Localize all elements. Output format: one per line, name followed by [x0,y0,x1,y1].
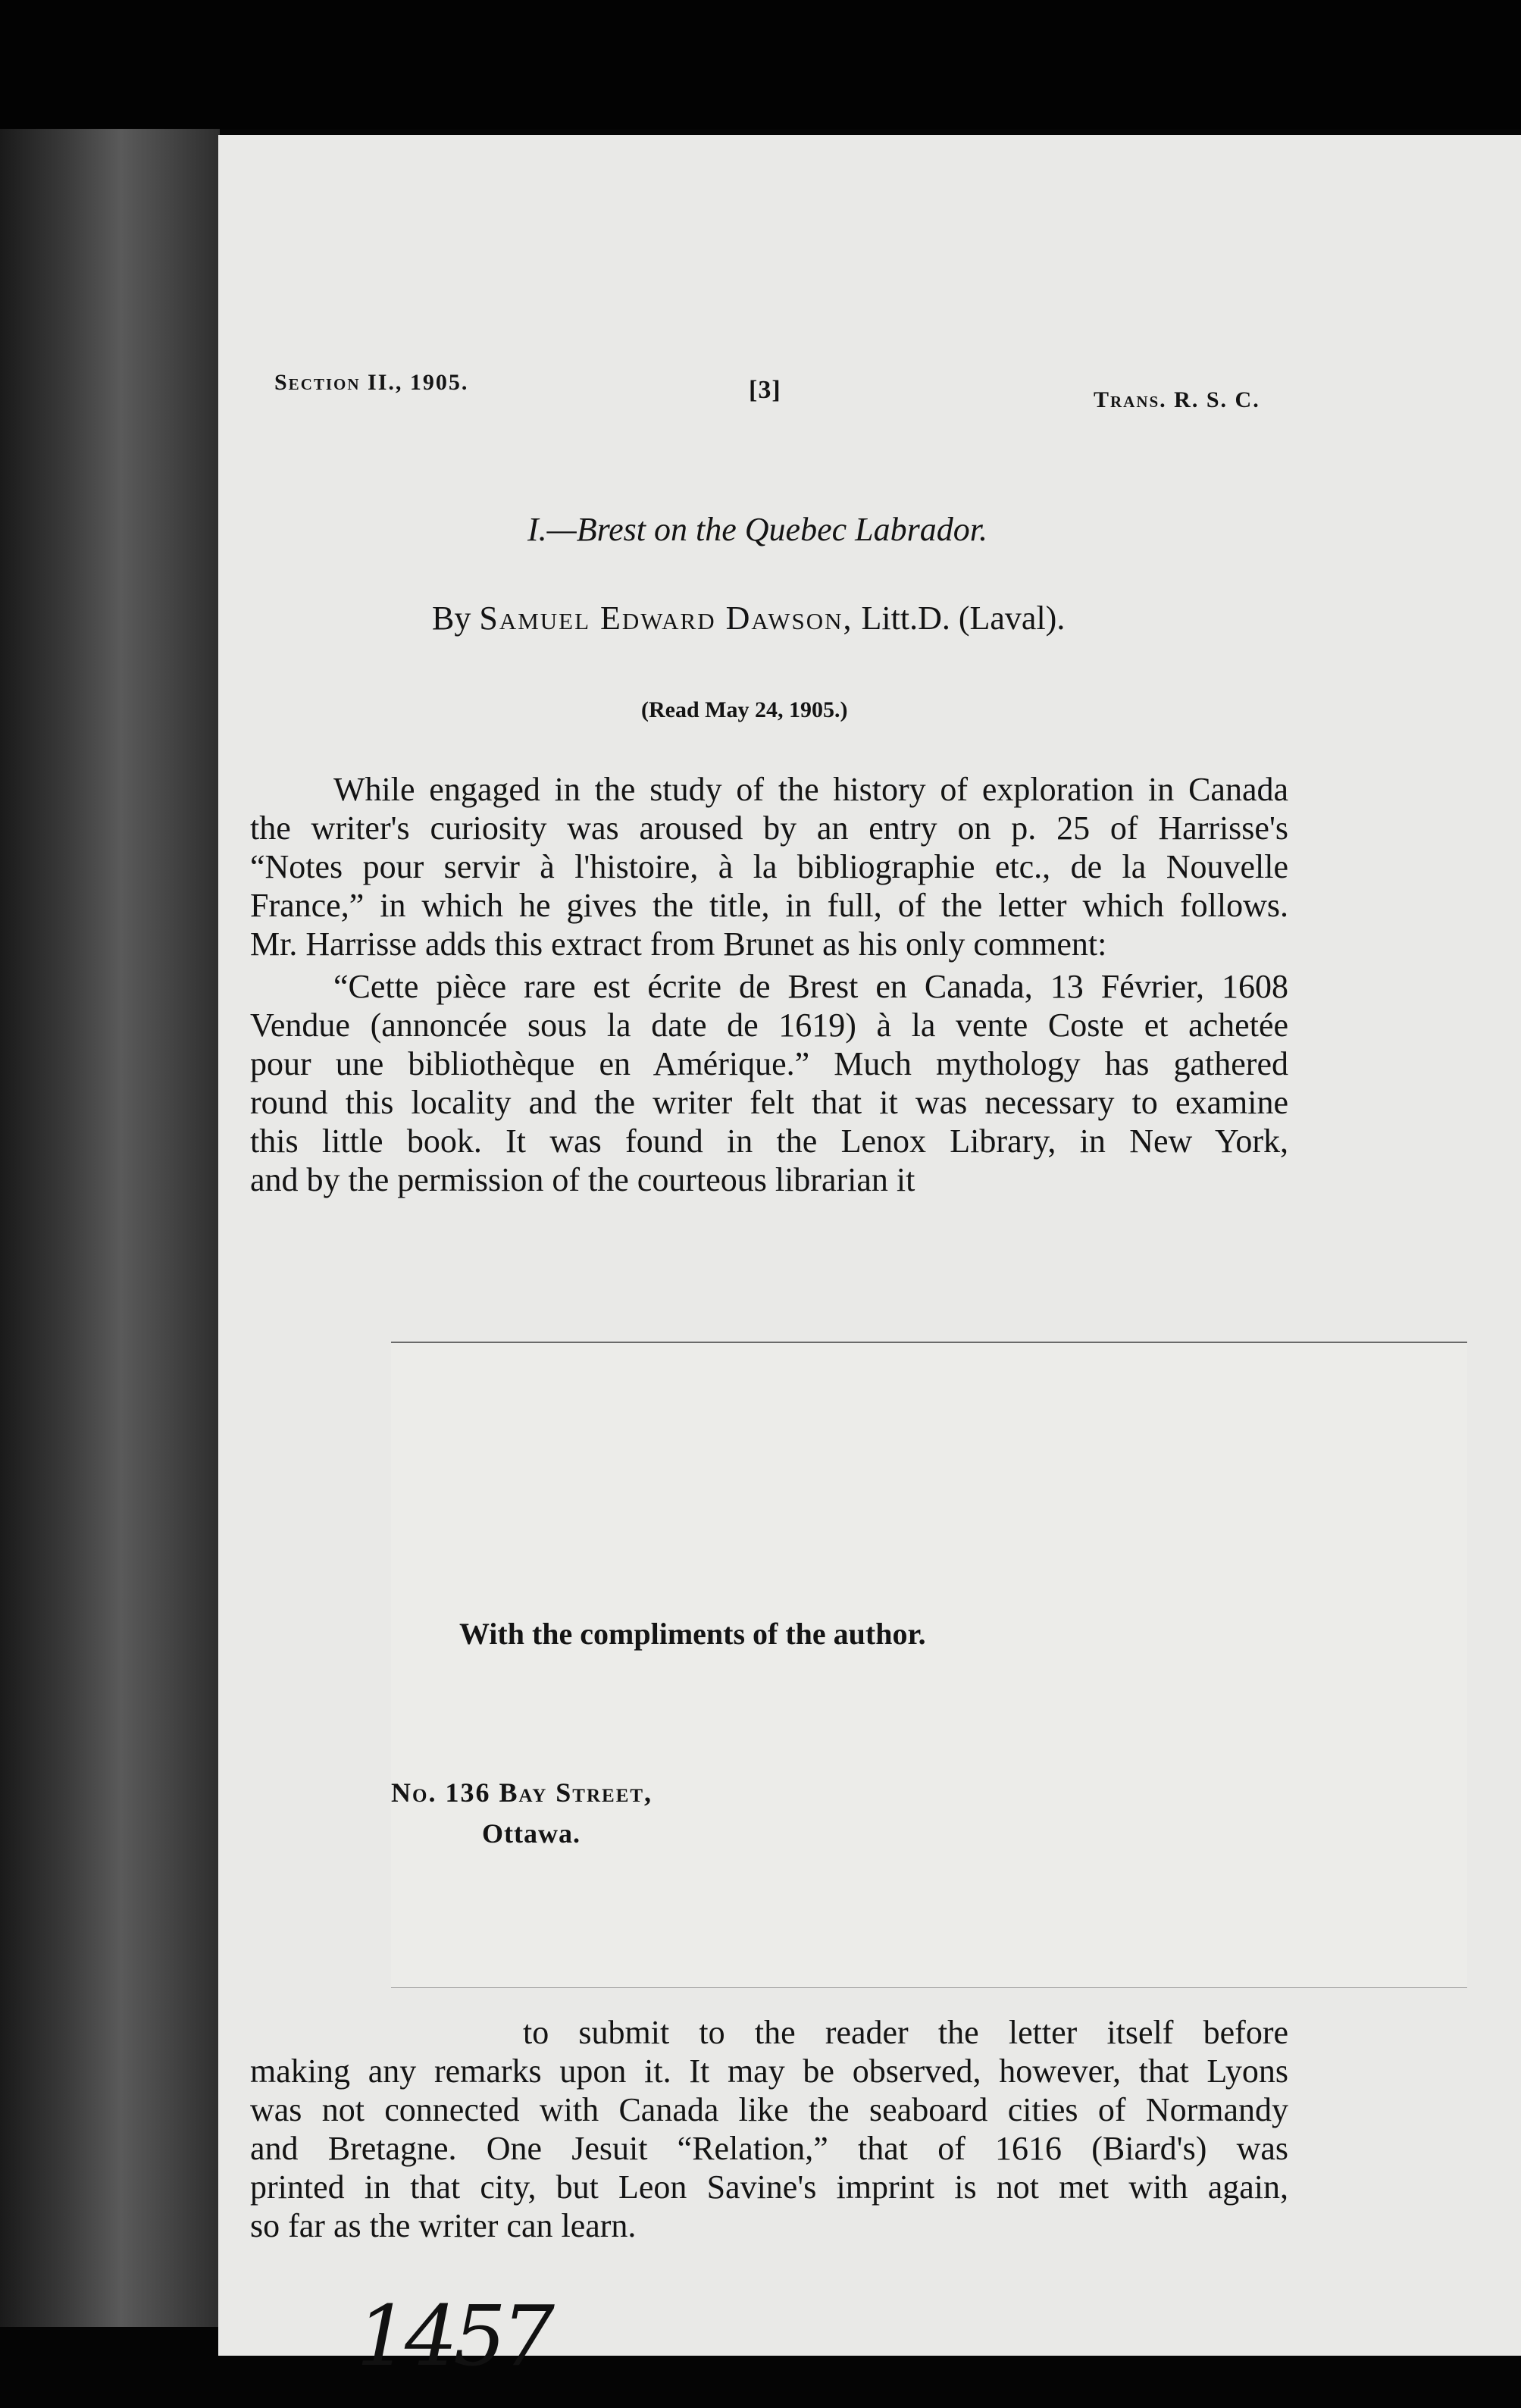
running-header-left: Section II., 1905. [274,370,469,395]
text-line: so far as the writer can learn. [250,2207,637,2244]
text-line: this little book. It was found in the Lenox Library, in New York, [250,1123,1288,1160]
address-line-1: No. 136 Bay Street, [391,1777,653,1808]
text-line: “Notes pour servir à l'histoire, à la bibliographie etc., de la Nouvelle [250,848,1288,885]
read-date: (Read May 24, 1905.) [641,697,848,722]
compliments-slip [391,1342,1467,1988]
author-degree: Litt.D. (Laval). [861,600,1066,637]
paragraph-2 [250,967,1288,1199]
handwritten-note: 1457 [356,2287,550,2385]
paragraph-3 [250,2013,1288,2245]
paragraph-1 [250,770,1288,963]
byline [432,599,1065,637]
text-line: the writer's curiosity was aroused by an entry on p. 25 of Harrisse's [250,809,1288,847]
text-line: round this locality and the writer felt that it was necessary to examine [250,1084,1288,1121]
scan-top-band [0,0,1521,129]
compliments-text: With the compliments of the author. [459,1617,926,1651]
author-name: Samuel Edward Dawson, [479,600,853,637]
text-line: Vendue (annoncée sous la date de 1619) à la vente Coste et achetée [250,1007,1288,1044]
running-header-right: Trans. R. S. C. [1094,387,1260,412]
address-line-2: Ottawa. [482,1818,581,1849]
byline-prefix: By [432,600,471,637]
page-number: [3] [749,376,781,404]
text-line: to submit to the reader the letter itself before [523,2014,1288,2051]
book-spine-shadow [0,129,220,2327]
document-page [218,135,1521,2385]
text-line: printed in that city, but Leon Savine's imprint is not met with again, [250,2168,1288,2206]
text-line: pour une bibliothèque en Amérique.” Much mythology has gathered [250,1045,1288,1082]
text-line: making any remarks upon it. It may be observed, however, that Lyons [250,2053,1288,2090]
text-line: While engaged in the study of the history of exploration in Canada [333,771,1288,808]
text-line: Mr. Harrisse adds this extract from Brunet as his only comment: [250,925,1107,963]
text-line: was not connected with Canada like the seaboard cities of Normandy [250,2091,1288,2128]
text-line: and by the permission of the courteous librarian it [250,1161,915,1198]
text-line: France,” in which he gives the title, in full, of the letter which follows. [250,887,1288,924]
text-line: and Bretagne. One Jesuit “Relation,” that of 1616 (Biard's) was [250,2130,1288,2167]
article-title: I.—Brest on the Quebec Labrador. [527,511,987,548]
text-line: “Cette pièce rare est écrite de Brest en Canada, 13 Février, 1608 [333,968,1288,1005]
